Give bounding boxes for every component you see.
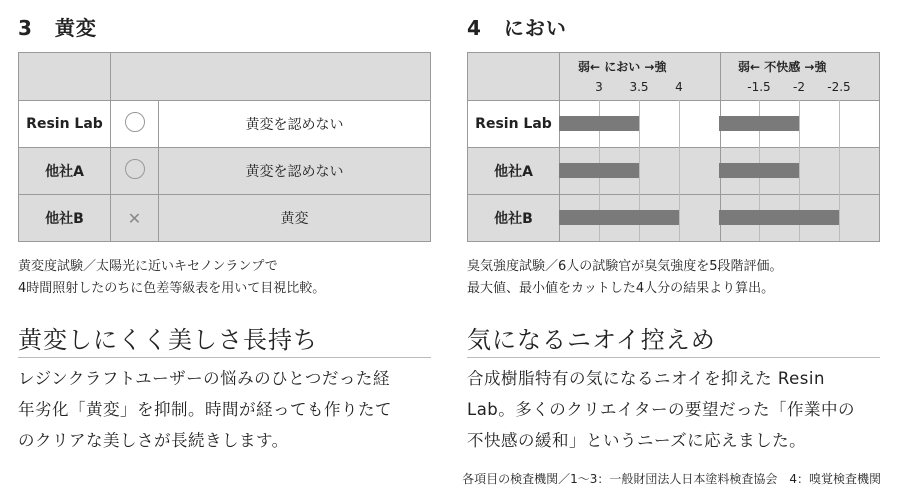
tick-label: 4	[675, 80, 683, 94]
tick-label: -1.5	[747, 80, 771, 94]
cross-mark-icon: ✕	[127, 208, 142, 228]
section-name: におい	[503, 16, 567, 40]
row-label: 他社B	[468, 195, 560, 242]
tick-label: -2	[793, 80, 805, 94]
group1-label: 弱← におい →強	[578, 60, 667, 74]
feature-heading: 黄変しにくく美しさ長持ち	[18, 326, 318, 354]
bar	[719, 163, 799, 178]
section-number: 4	[467, 16, 482, 40]
tick-label: -2.5	[827, 80, 851, 94]
footer-note: 各項目の検査機関／1〜3：一般財団法人日本塗料検査協会 4：嗅覚検査機関	[462, 472, 881, 486]
row-label: 他社A	[468, 148, 560, 195]
bar	[559, 163, 639, 178]
bar	[559, 210, 679, 225]
group2-label: 弱← 不快感 →強	[738, 60, 827, 74]
row-label: 他社A	[19, 148, 111, 195]
row-label: Resin Lab	[468, 101, 560, 148]
row-label: Resin Lab	[19, 101, 111, 148]
section-name: 黄変	[54, 16, 97, 40]
row-label: 他社B	[19, 195, 111, 242]
bar	[559, 116, 639, 131]
test-note: 臭気強度試験／6人の試験官が臭気強度を5段階評価。 最大値、最小値をカットした4人分の結果より算出。	[467, 259, 783, 296]
grid-line	[679, 100, 680, 241]
feature-heading: 気になるニオイ控えめ	[467, 326, 716, 354]
result-text: 黄変を認めない	[159, 101, 431, 148]
result-text: 黄変を認めない	[159, 148, 431, 195]
bar	[719, 210, 839, 225]
grid-line	[839, 100, 840, 241]
result-text: 黄変	[159, 195, 431, 242]
section-number: 3	[18, 16, 33, 40]
divider	[467, 357, 880, 358]
bar	[719, 116, 799, 131]
feature-body: レジンクラフトユーザーの悩みのひとつだった経 年劣化「黄変」を抑制。時間が経っても作りたて のクリアな美しさが長続きします。	[18, 369, 392, 450]
tick-label: 3.5	[629, 80, 649, 94]
feature-body: 合成樹脂特有の気になるニオイを抑えた Resin Lab。多くのクリエイターの要望だった「作業中の 不快感の緩和」というニーズに応えました。	[467, 369, 855, 450]
tick-label: 3	[595, 80, 603, 94]
test-note: 黄変度試験／太陽光に近いキセノンランプで 4時間照射したのちに色差等級表を用いて目視比較。	[18, 259, 326, 296]
